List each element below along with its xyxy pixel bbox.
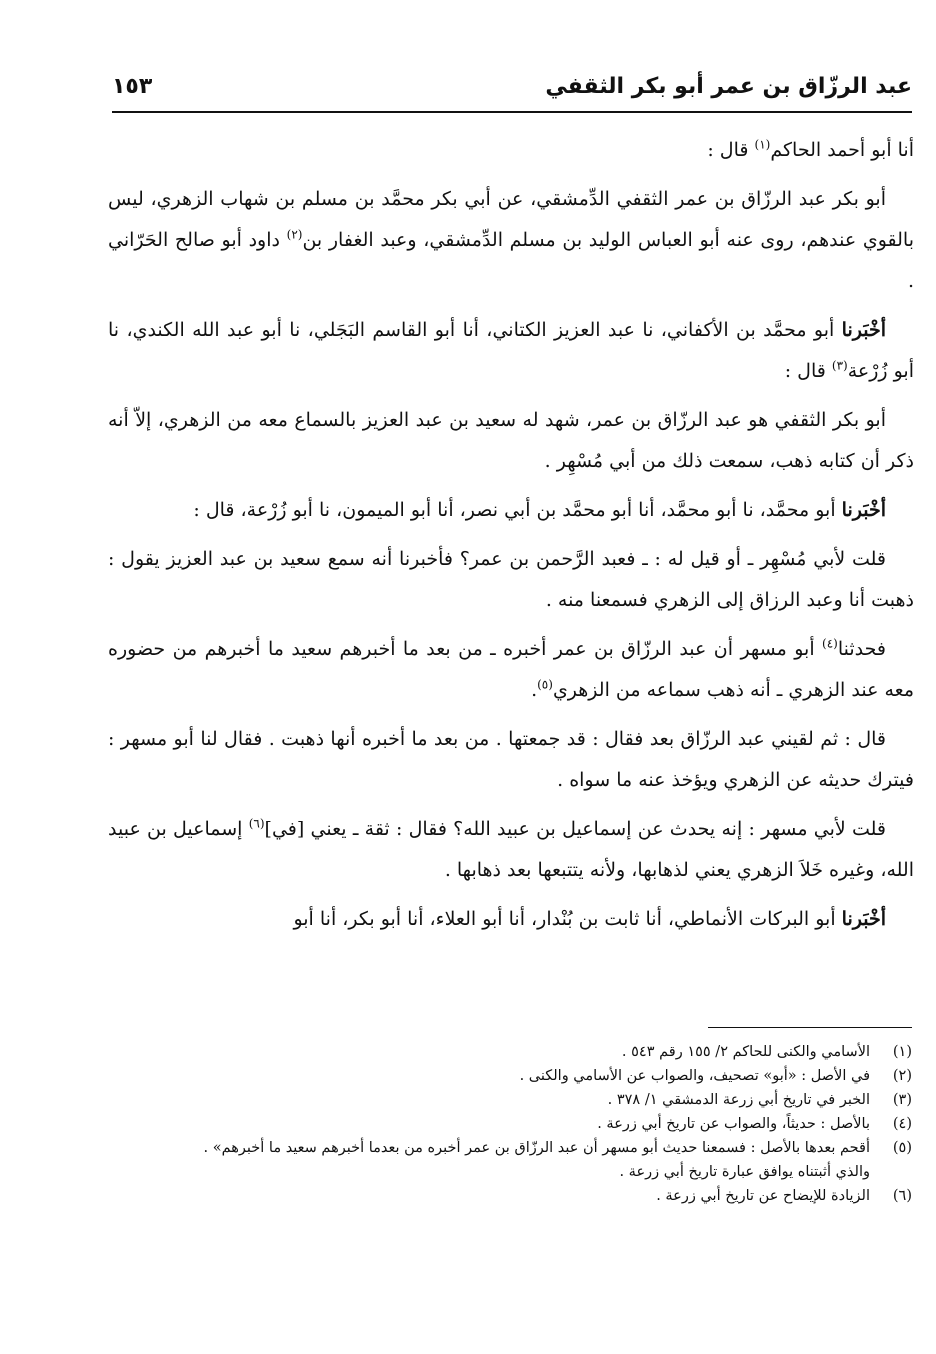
- paragraph-text: قال :: [784, 360, 832, 382]
- footnote-number: (٣): [892, 1092, 912, 1108]
- paragraph-text: قلت لأبي مسهر : إنه يحدث عن إسماعيل بن عبيد الله؟ فقال : ثقة ـ يعني [في]: [264, 818, 886, 840]
- page-number: ١٥٣: [112, 74, 153, 99]
- paragraph-text: قال :: [707, 139, 755, 161]
- footnote-number: (٦): [892, 1188, 912, 1204]
- paragraph-8: [108, 719, 914, 801]
- footnote-text: الأسامي والكنى للحاكم ٢/ ١٥٥ رقم ٥٤٣ .: [621, 1044, 870, 1060]
- footnote-text: في الأصل : «أبو» تصحيف، والصواب عن الأسامي والكنى .: [519, 1068, 870, 1084]
- paragraph-text: داود أبو صالح الحَرّاني .: [108, 229, 914, 292]
- footnote-item: [108, 1088, 912, 1112]
- isnad-keyword: أخْبَرنا: [841, 319, 886, 341]
- footnote-item: [108, 1136, 912, 1184]
- paragraph-text: أبو محمَّد، نا أبو محمَّد، أنا أبو محمَّد بن أبي نصر، أنا أبو الميمون، نا أبو زُرْعة، قال :: [193, 499, 842, 521]
- isnad-keyword: أخْبَرنا: [841, 908, 886, 930]
- paragraph-4: [108, 400, 914, 482]
- footnote-item: [108, 1064, 912, 1088]
- footnote-item: [108, 1040, 912, 1064]
- running-header: [112, 72, 912, 108]
- paragraph-9: [108, 809, 914, 891]
- footnote-rule: [708, 1027, 912, 1028]
- paragraph-6: [108, 539, 914, 621]
- footnote-number: (٢): [892, 1068, 912, 1084]
- footnote-text-line: والذي أثبتناه يوافق عبارة تاريخ أبي زرعة .: [619, 1164, 870, 1180]
- footnote-item: [108, 1184, 912, 1208]
- paragraph-2: [108, 179, 914, 302]
- footnotes: [108, 1040, 912, 1208]
- paragraph-text: .: [531, 679, 538, 701]
- paragraph-text: أبو بكر عبد الرزّاق بن عمر الثقفي الدِّمشقي، عن أبي بكر محمَّد بن مسلم بن شهاب الزهري، ليس بالقوي عندهم، روى عنه أبو العباس الوليد بن مسلم الدِّمشقي، وعبد الغفار بن: [108, 188, 914, 251]
- paragraph-text: إسماعيل بن عبيد الله، وغيره خَلاَ الزهري يعني لذهابها، ولأنه يتتبعها بعد ذهابها .: [108, 818, 914, 881]
- running-header-title: عبد الرزّاق بن عمر أبو بكر الثقفي: [545, 74, 912, 99]
- footnote-ref[interactable]: (٥): [537, 677, 553, 692]
- paragraph-5: [108, 490, 914, 531]
- footnote-number: (٥): [892, 1140, 912, 1156]
- paragraph-text: قلت لأبي مُسْهِر ـ أو قيل له : ـ فعبد الرَّحمن بن عمر؟ فأخبرنا أنه سمع سعيد بن عبد العزيز يقول : ذهبت أنا وعبد الرزاق إلى الزهري فسمعنا منه .: [108, 548, 914, 611]
- footnote-text: الزيادة للإيضاح عن تاريخ أبي زرعة .: [656, 1188, 870, 1204]
- footnote-ref[interactable]: (٦): [248, 816, 265, 831]
- paragraph-1: [108, 130, 914, 171]
- footnote-text: [108, 1136, 870, 1184]
- paragraph-10: [108, 899, 914, 940]
- paragraph-text: أبو مسهر أن عبد الرزّاق بن عمر أخبره ـ من بعد ما أخبرهم سعيد ما أخبرهم من حضوره معه عند الزهري ـ أنه ذهب سماعه من الزهري: [108, 638, 914, 701]
- paragraph-text: أنا أبو أحمد الحاكم: [770, 139, 914, 161]
- footnote-number: (١): [892, 1044, 912, 1060]
- header-rule: [112, 111, 912, 113]
- footnote-ref[interactable]: (٢): [286, 227, 303, 242]
- paragraph-text: فحدثنا: [837, 638, 886, 660]
- footnote-text: الخبر في تاريخ أبي زرعة الدمشقي ١/ ٣٧٨ .: [607, 1092, 870, 1108]
- paragraph-text: قال : ثم لقيني عبد الرزّاق بعد فقال : قد جمعتها . من بعد ما أخبره أنها ذهبت . فقال لنا أبو مسهر : فيترك حديثه عن الزهري ويؤخذ عنه ما سواه .: [108, 728, 914, 791]
- paragraph-text: أبو بكر الثقفي هو عبد الرزّاق بن عمر، شهد له سعيد بن عبد العزيز بالسماع معه من الزهري، إلاّ أنه ذكر أن كتابه ذهب، سمعت ذلك من أبي مُسْهِر .: [108, 409, 914, 472]
- footnote-ref[interactable]: (٣): [831, 358, 848, 373]
- footnote-text-line: أقحم بعدها بالأصل : فسمعنا حديث أبو مسهر أن عبد الرزّاق بن عمر أخبره من بعدما أخبرهم سعيد ما أخبرهم» .: [203, 1140, 870, 1156]
- paragraph-3: [108, 310, 914, 392]
- main-text: [108, 130, 914, 940]
- isnad-keyword: أخْبَرنا: [841, 499, 886, 521]
- footnote-ref[interactable]: (٤): [822, 636, 838, 651]
- footnote-text: بالأصل : حديثاً، والصواب عن تاريخ أبي زرعة .: [597, 1116, 870, 1132]
- footnote-number: (٤): [892, 1116, 912, 1132]
- paragraph-7: [108, 629, 914, 711]
- paragraph-text: أبو محمَّد بن الأكفاني، نا عبد العزيز الكتاني، أنا أبو القاسم البَجَلي، نا أبو عبد الله الكندي، نا أبو زُرْعة: [108, 319, 914, 382]
- paragraph-text: أبو البركات الأنماطي، أنا ثابت بن بُنْدار، أنا أبو العلاء، أنا أبو بكر، أنا أبو: [293, 908, 842, 930]
- footnote-ref[interactable]: (١): [754, 137, 771, 152]
- footnote-item: [108, 1112, 912, 1136]
